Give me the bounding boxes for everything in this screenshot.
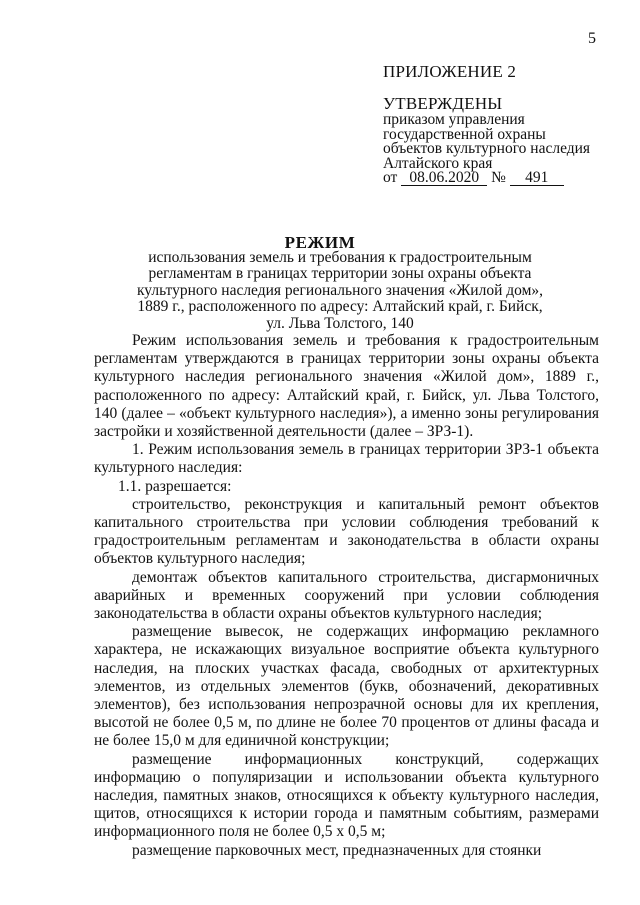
document-body xyxy=(94,332,599,860)
order-line: приказом управления xyxy=(383,111,525,128)
subtitle-line: культурного наследия регионального значения «Жилой дом», xyxy=(136,281,544,299)
section-heading: 1. Режим использования земель в границах территории ЗРЗ-1 объекта культурного наследия: xyxy=(94,441,599,477)
approved-heading: УТВЕРЖДЕНЫ xyxy=(383,94,503,113)
subsection-heading: 1.1. разрешается: xyxy=(118,477,232,495)
list-item: размещение парковочных мест, предназначенных для стоянки xyxy=(132,841,542,859)
document-subtitle xyxy=(130,250,550,332)
subtitle-line: использования земель и требования к градостроительным xyxy=(148,249,532,266)
intro-paragraph: Режим использования земель и требования к градостроительным регламентам утверждаются в границах территории зоны охраны объекта культурного наследия регионального значения «Жилой дом», 1889 г., расположенного по адресу: Алтайский край, г. Бийск, ул. Льва Толстого, 140 (далее – «объект культурного наследия»), а именно зоны регулирования застройки и хозяйственной деятельности (далее – ЗРЗ-1). xyxy=(94,332,599,441)
page-number: 5 xyxy=(588,30,596,47)
order-line: государственной охраны xyxy=(383,125,546,143)
approval-order-block xyxy=(383,113,590,186)
list-item: строительство, реконструкция и капитальный ремонт объектов капитального строительства при условии соблюдения требований к градостроительным регламентам и законодательства в области охраны объектов культурного наследия; xyxy=(94,495,599,568)
subtitle-line: 1889 г., расположенного по адресу: Алтайский край, г. Бийск, xyxy=(137,298,543,316)
subtitle-line: регламентам в границах территории зоны охраны объекта xyxy=(148,265,532,283)
list-item: демонтаж объектов капитального строительства, дисгармоничных аварийных и временных сооружений при условии соблюдения законодательства в области охраны объектов культурного наследия; xyxy=(94,568,599,623)
order-number: 491 xyxy=(510,171,564,186)
appendix-heading: ПРИЛОЖЕНИЕ 2 xyxy=(383,62,517,81)
order-date-line xyxy=(383,171,590,186)
order-line: объектов культурного наследия xyxy=(383,140,591,157)
list-item: размещение информационных конструкций, содержащих информацию о популяризации и использовании объекта культурного наследия, памятных знаков, относящихся к объекту культурного наследия, щитов, относящихся к истории города и памятным событиям, размерами информационного поля не более 0,5 х 0,5 м; xyxy=(94,750,599,841)
order-from-prefix: от xyxy=(383,169,398,186)
list-item: размещение вывесок, не содержащих информацию рекламного характера, не искажающих визуальное восприятие объекта культурного наследия, на плоских участках фасада, свободных от архитектурных элементов, из отдельных элементов (букв, обозначений, декоративных элементов), без использования непрозрачной основы для их крепления, высотой не более 0,5 м, по длине не более 70 процентов от длины фасада и не более 15,0 м для единичной конструкции; xyxy=(94,623,599,750)
document-title: РЕЖИМ xyxy=(284,233,356,252)
order-line: Алтайского края xyxy=(383,154,493,172)
order-number-sign: № xyxy=(491,169,506,186)
subtitle-line: ул. Льва Толстого, 140 xyxy=(266,314,414,332)
order-date: 08.06.2020 xyxy=(401,171,487,186)
